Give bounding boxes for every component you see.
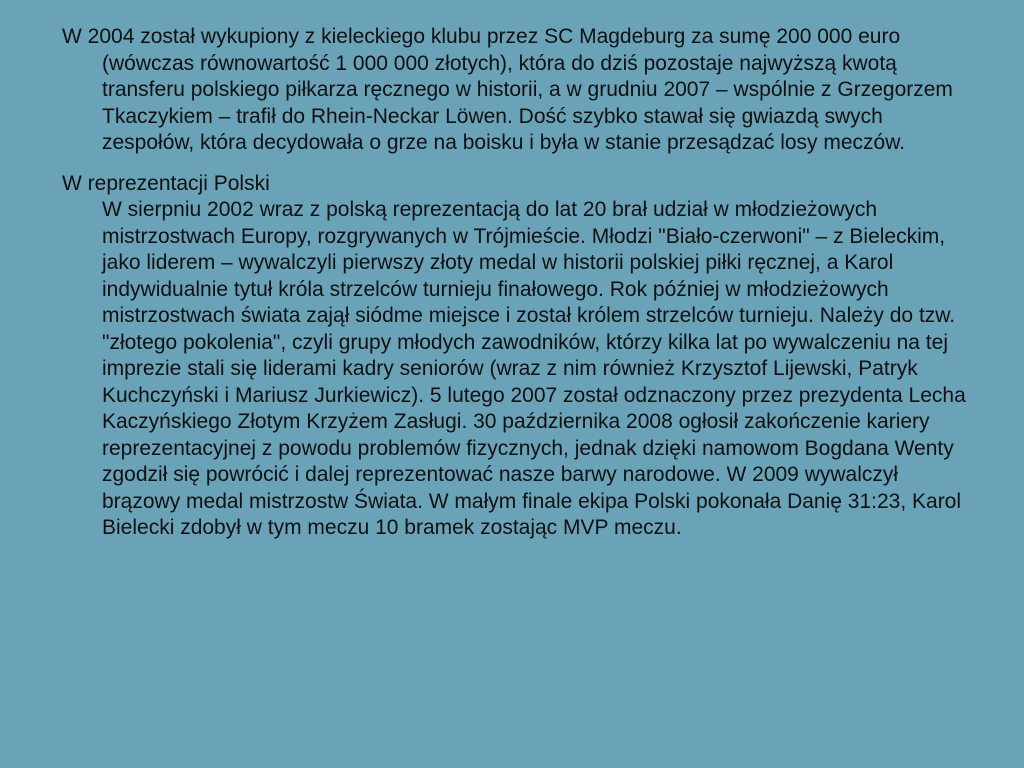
slide-text-body (62, 24, 967, 556)
transfer-paragraph: W 2004 został wykupiony z kieleckiego klubu przez SC Magdeburg za sumę 200 000 euro (wówczas równowartość 1 000 000 złotych), która do dziś pozostaje najwyższą kwotą transferu polskiego piłkarza ręcznego w historii, a w grudniu 2007 – wspólnie z Grzegorzem Tkaczykiem – trafił do Rhein-Neckar Löwen. Dość szybko stawał się gwiazdą swych zespołów, która decydowała o grze na boisku i była w stanie przesądzać losy meczów. (62, 25, 953, 154)
national-team-section (62, 171, 967, 542)
section-heading: W reprezentacji Polski (62, 171, 270, 195)
national-team-paragraph: W sierpniu 2002 wraz z polską reprezentacją do lat 20 brał udział w młodzieżowych mistrzostwach Europy, rozgrywanych w Trójmieście. Młodzi "Biało-czerwoni" – z Bieleckim, jako liderem – wywalczyli pierwszy złoty medal w historii polskiej piłki ręcznej, a Karol indywidualnie tytuł króla strzelców turnieju finałowego. Rok później w młodzieżowych mistrzostwach świata zajął siódme miejsce i został królem strzelców turnieju. Należy do tzw. "złotego pokolenia", czyli grupy młodych zawodników, którzy kilka lat po wywalczeniu na tej imprezie stali się liderami kadry seniorów (wraz z nim również Krzysztof Lijewski, Patryk Kuchczyński i Mariusz Jurkiewicz). 5 lutego 2007 został odznaczony przez prezydenta Lecha Kaczyńskiego Złotym Krzyżem Zasługi. 30 października 2008 ogłosił zakończenie kariery reprezentacyjnej z powodu problemów fizycznych, jednak dzięki namowom Bogdana Wenty zgodził się powrócić i dalej reprezentować nasze barwy narodowe. W 2009 wywalczył brązowy medal mistrzostw Świata. W małym finale ekipa Polski pokonała Danię 31:23, Karol Bielecki zdobył w tym meczu 10 bramek zostając MVP meczu. (102, 198, 966, 539)
